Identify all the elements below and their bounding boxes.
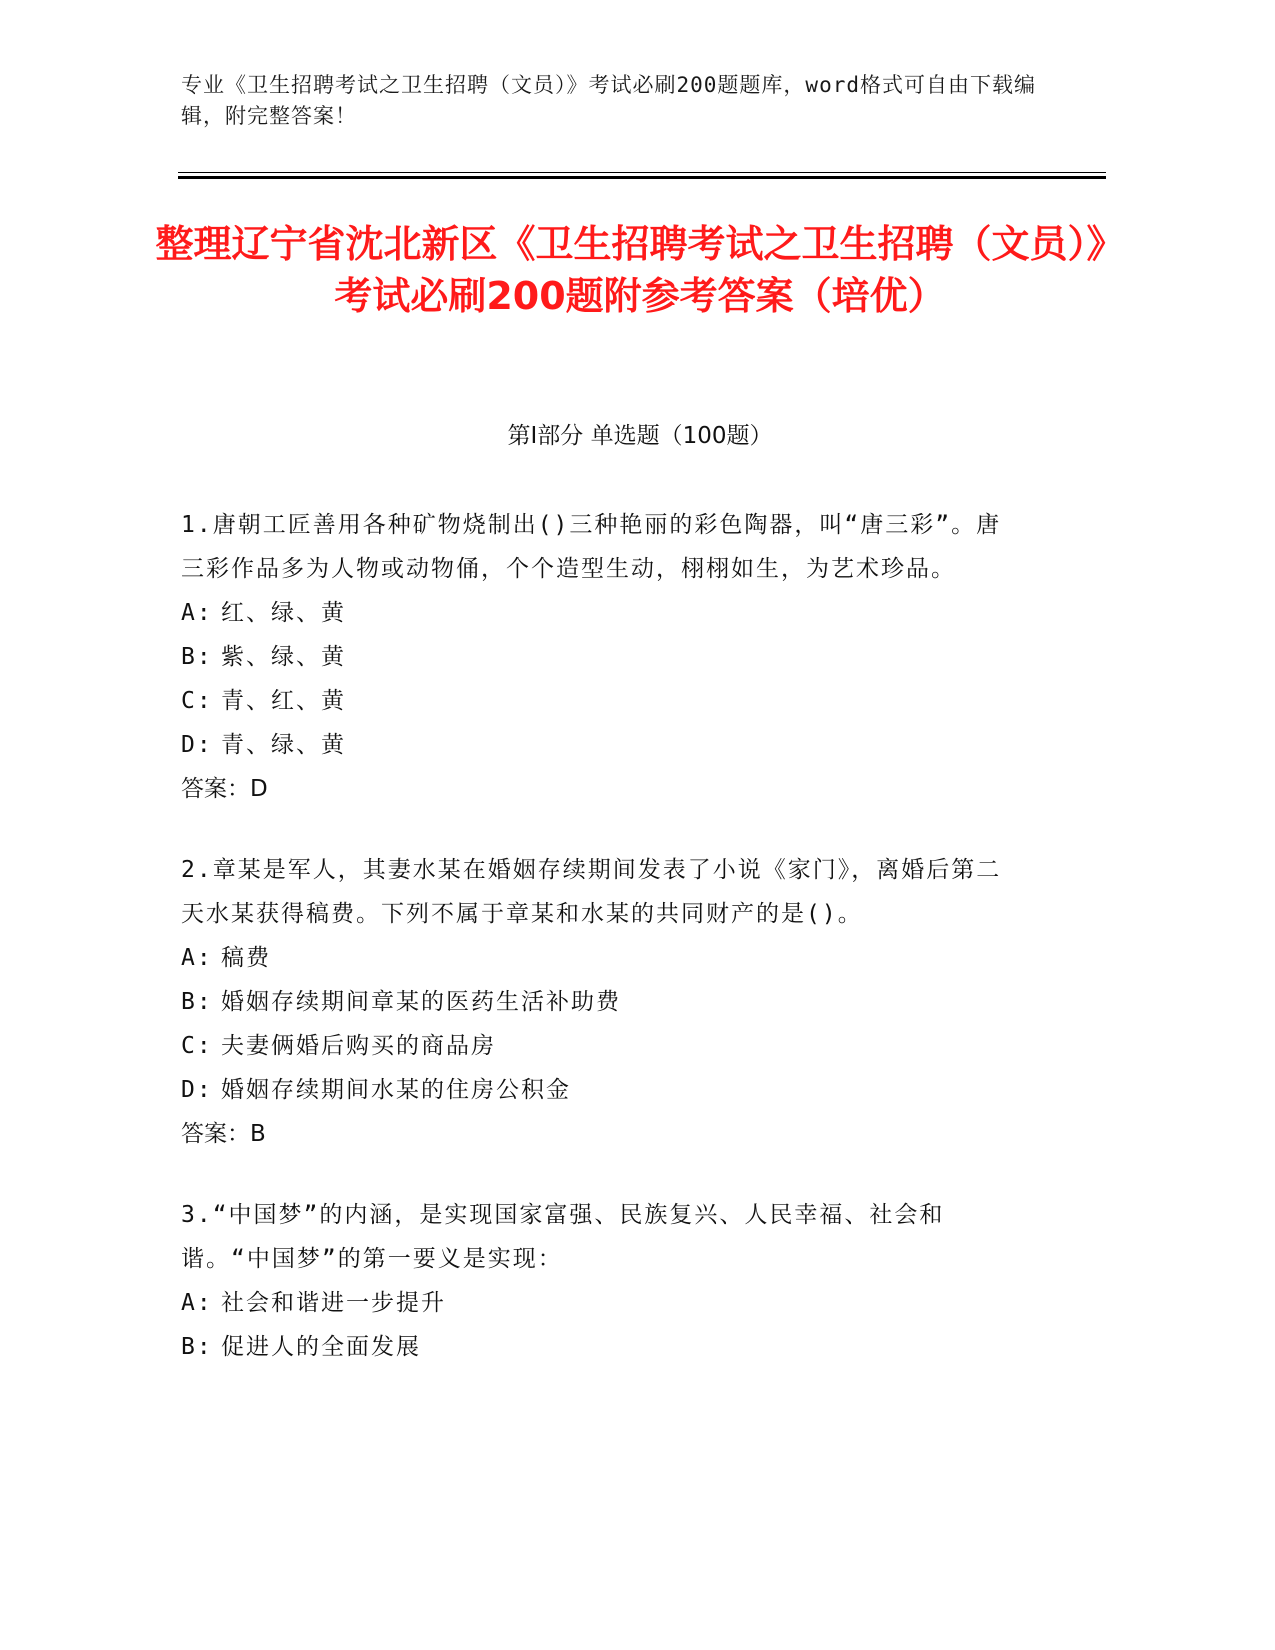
header-note: 专业《卫生招聘考试之卫生招聘（文员）》考试必刷200题题库，word格式可自由下载编辑，附完整答案！ [181,73,1036,128]
option-b [181,1325,1016,1369]
question-stem: 1.唐朝工匠善用各种矿物烧制出()三种艳丽的彩色陶器，叫“唐三彩”。唐三彩作品多为人物或动物俑，个个造型生动，栩栩如生，为艺术珍品。 [181,512,1002,582]
option-d [181,723,1016,767]
option-key: A: [181,600,213,626]
option-key: B: [181,1334,213,1360]
option-key: C: [181,688,213,714]
header-rule-thin [178,172,1106,173]
question-1 [181,503,1016,811]
header-rule-thick [178,176,1106,179]
option-text: 促进人的全面发展 [221,1334,421,1360]
question-2 [181,848,1016,1156]
question-3 [181,1193,1016,1369]
question-list [181,503,1016,1406]
section-title: 第Ⅰ部分 单选题（100题） [507,423,773,449]
option-text: 稿费 [221,945,271,971]
question-stem: 2.章某是军人，其妻水某在婚姻存续期间发表了小说《家门》，离婚后第二天水某获得稿费。下列不属于章某和水某的共同财产的是()。 [181,857,1002,927]
option-text: 青、红、黄 [221,688,346,714]
question-answer: 答案：B [181,1121,266,1147]
option-text: 婚姻存续期间水某的住房公积金 [221,1077,571,1103]
option-key: B: [181,644,213,670]
option-d [181,1068,1016,1112]
option-key: D: [181,732,213,758]
option-c [181,679,1016,723]
document-title: 整理辽宁省沈北新区《卫生招聘考试之卫生招聘（文员）》考试必刷200题附参考答案（培优） [155,222,1125,318]
option-b [181,980,1016,1024]
option-text: 婚姻存续期间章某的医药生活补助费 [221,989,621,1015]
option-c [181,1024,1016,1068]
option-text: 社会和谐进一步提升 [221,1290,446,1316]
option-text: 夫妻俩婚后购买的商品房 [221,1033,496,1059]
option-a [181,591,1016,635]
option-key: A: [181,945,213,971]
question-stem: 3.“中国梦”的内涵，是实现国家富强、民族复兴、人民幸福、社会和谐。“中国梦”的第一要义是实现： [181,1202,945,1272]
option-key: D: [181,1077,213,1103]
option-key: C: [181,1033,213,1059]
option-a [181,936,1016,980]
option-b [181,635,1016,679]
option-a [181,1281,1016,1325]
option-text: 红、绿、黄 [221,600,346,626]
option-text: 青、绿、黄 [221,732,346,758]
option-text: 紫、绿、黄 [221,644,346,670]
option-key: A: [181,1290,213,1316]
option-key: B: [181,989,213,1015]
question-answer: 答案：D [181,776,268,802]
